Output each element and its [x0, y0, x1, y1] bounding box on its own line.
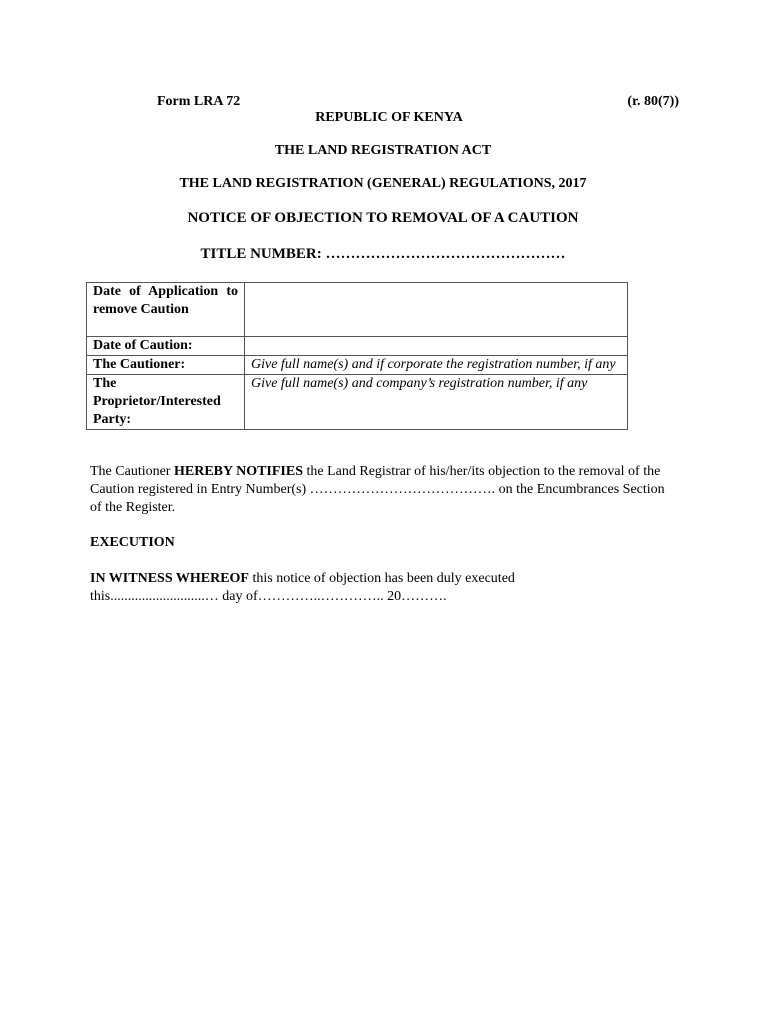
regulations-heading: THE LAND REGISTRATION (GENERAL) REGULATIONS, 2017 — [179, 176, 587, 191]
table-label-cell: Date of Application to remove Caution — [87, 283, 245, 337]
notice-title: NOTICE OF OBJECTION TO REMOVAL OF A CAUTION — [187, 210, 579, 226]
table-row — [87, 356, 628, 375]
table-label-cell: Date of Caution: — [87, 337, 245, 356]
table-row — [87, 375, 628, 430]
witness-paragraph: IN WITNESS WHEREOF this notice of objection has been duly executed this...........................… day of…………..………….. 20………. — [90, 571, 515, 604]
table-label-cell: The Proprietor/Interested Party: — [87, 375, 245, 430]
execution-heading: EXECUTION — [90, 535, 175, 550]
table-value-cell[interactable] — [245, 283, 628, 337]
table-label-cell: The Cautioner: — [87, 356, 245, 375]
table-value-cell[interactable]: Give full name(s) and company’s registration number, if any — [245, 375, 628, 430]
table-row — [87, 337, 628, 356]
table-value-cell[interactable]: Give full name(s) and if corporate the registration number, if any — [245, 356, 628, 375]
form-number: Form LRA 72 — [157, 94, 241, 109]
notification-paragraph: The Cautioner HEREBY NOTIFIES the Land Registrar of his/her/its objection to the removal of the Caution registered in Entry Number(s) …………………………………. on the Encumbrances Section of the Register. — [90, 464, 665, 515]
caution-details-table — [86, 282, 628, 430]
witness-whereof-text: IN WITNESS WHEREOF — [90, 571, 249, 586]
republic-heading: REPUBLIC OF KENYA — [315, 110, 463, 125]
regulation-reference: (r. 80(7)) — [627, 94, 679, 109]
hereby-notifies-text: HEREBY NOTIFIES — [173, 464, 303, 479]
table-row — [87, 283, 628, 337]
act-heading: THE LAND REGISTRATION ACT — [274, 143, 492, 158]
title-number-line: TITLE NUMBER: ………………………………………… — [200, 246, 566, 262]
table-value-cell[interactable] — [245, 337, 628, 356]
